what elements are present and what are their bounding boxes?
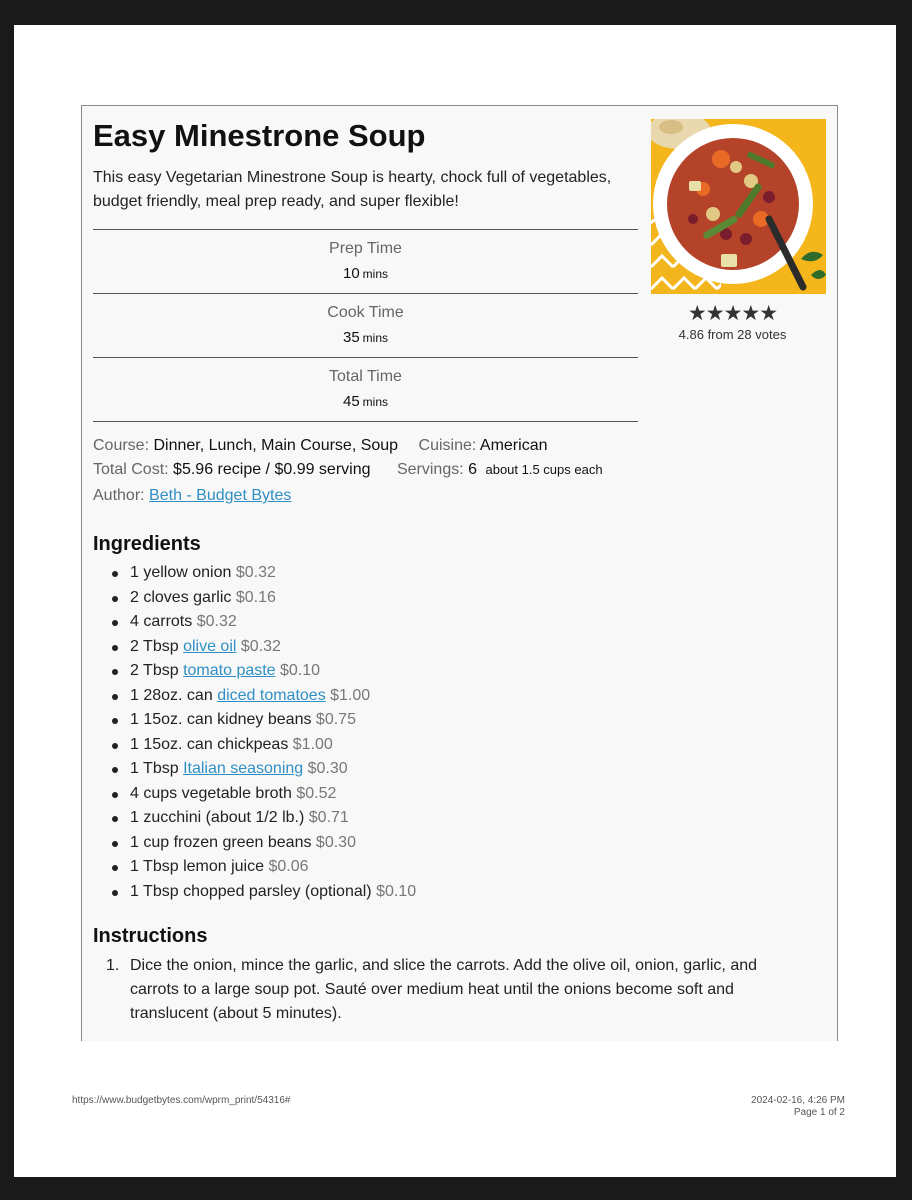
step-number: 1. (106, 957, 120, 974)
ingredient-link-olive-oil[interactable]: olive oil (183, 637, 237, 655)
total-time-number: 45 (342, 393, 360, 410)
ingredient-price: $0.30 (315, 833, 356, 851)
ingredient-price: $0.32 (240, 637, 281, 655)
ingredient-link-diced-tomatoes[interactable]: diced tomatoes (217, 686, 326, 704)
ingredient-price: $0.71 (308, 809, 349, 826)
total-time-value (93, 393, 638, 410)
ingredient-text: 1 28oz. can (130, 686, 213, 704)
ingredient-item (93, 733, 416, 758)
ingredient-price: $1.00 (330, 686, 371, 704)
instructions-list (93, 954, 793, 1026)
ingredient-item (93, 880, 416, 905)
ingredient-text: 4 cups vegetable broth (130, 784, 292, 802)
ingredients-list (93, 561, 416, 904)
ingredient-text: 1 Tbsp (130, 760, 179, 777)
prep-time-value (93, 265, 638, 282)
recipe-card (81, 105, 838, 1041)
course-label: Course: (93, 437, 150, 454)
ingredient-text: 2 Tbsp (130, 662, 179, 679)
instruction-step (93, 954, 793, 1026)
step-text: Dice the onion, mince the garlic, and slice the carrots. Add the olive oil, onion, garlic, and carrots to a large soup pot. Sauté over medium heat until the onions become soft and translucent (about 5 minutes). (130, 957, 758, 1022)
ingredient-item (93, 610, 416, 635)
ingredient-item (93, 757, 416, 782)
cuisine-label: Cuisine: (418, 437, 477, 454)
star-rating[interactable]: ★★★★★ (687, 302, 778, 325)
prep-time-unit: mins (362, 267, 389, 281)
servings-value: 6 (468, 461, 478, 478)
ingredient-item (93, 561, 416, 586)
ingredient-text: 1 Tbsp chopped parsley (optional) (130, 882, 372, 900)
ingredient-price: $0.06 (268, 858, 309, 875)
cook-time-label: Cook Time (327, 304, 404, 321)
ingredient-price: $0.75 (315, 711, 356, 728)
recipe-title: Easy Minestrone Soup (93, 118, 426, 153)
total-cost-value: $5.96 recipe / $0.99 serving (173, 461, 371, 478)
ingredients-heading: Ingredients (93, 533, 201, 555)
cuisine-value: American (479, 437, 548, 454)
cost-servings-row (93, 461, 603, 479)
cook-time-value (93, 329, 638, 346)
servings-note: about 1.5 cups each (485, 462, 603, 477)
author-link[interactable]: Beth - Budget Bytes (149, 487, 292, 504)
ingredient-link-tomato-paste[interactable]: tomato paste (183, 662, 276, 679)
recipe-summary: This easy Vegetarian Minestrone Soup is hearty, chock full of vegetables, budget friendly, meal prep ready, and super flexible! (93, 169, 612, 210)
ingredient-text: 2 Tbsp (130, 637, 179, 655)
prep-time-label: Prep Time (329, 240, 402, 257)
ingredient-price: $1.00 (292, 735, 333, 753)
ingredient-price: $0.10 (376, 882, 417, 900)
ingredient-item (93, 708, 416, 733)
ingredient-text: 1 cup frozen green beans (130, 833, 312, 851)
ingredient-item (93, 831, 416, 856)
ingredient-text: 1 15oz. can kidney beans (130, 711, 312, 728)
recipe-times (93, 229, 638, 422)
footer-datetime: 2024-02-16, 4:26 PM (751, 1095, 845, 1106)
ingredient-price: $0.16 (235, 588, 276, 606)
recipe-photo (651, 119, 826, 294)
course-cuisine-row (93, 437, 547, 455)
ingredient-item (93, 635, 416, 660)
ingredient-text: 1 15oz. can chickpeas (130, 735, 289, 753)
prep-time-number: 10 (342, 265, 360, 282)
footer-url: https://www.budgetbytes.com/wprm_print/54316# (72, 1095, 291, 1106)
rating-votes: 4.86 from 28 votes (678, 327, 787, 342)
ingredient-price: $0.32 (235, 564, 276, 581)
ingredient-price: $0.32 (196, 613, 237, 630)
servings-label: Servings: (396, 461, 464, 478)
ingredient-text: 2 cloves garlic (130, 588, 232, 606)
ingredient-text: 1 zucchini (about 1/2 lb.) (130, 809, 305, 826)
course-value: Dinner, Lunch, Main Course, Soup (153, 437, 399, 454)
author-label: Author: (93, 487, 145, 504)
instructions-heading: Instructions (93, 925, 208, 947)
ingredient-item (93, 684, 416, 709)
ingredient-text: 4 carrots (130, 613, 193, 630)
prep-time (93, 230, 638, 294)
author-row (93, 487, 291, 505)
ingredient-link-italian-seasoning[interactable]: Italian seasoning (183, 760, 304, 777)
soup-bowl-image (651, 119, 826, 294)
footer-page-number: Page 1 of 2 (793, 1107, 845, 1118)
ingredient-text: 1 Tbsp lemon juice (130, 858, 264, 875)
ingredient-item (93, 782, 416, 807)
cook-time-unit: mins (362, 331, 389, 345)
print-page (14, 25, 896, 1177)
ingredient-item (93, 855, 416, 880)
cook-time (93, 294, 638, 358)
ingredient-item (93, 659, 416, 684)
ingredient-item (93, 806, 416, 831)
cook-time-number: 35 (342, 329, 360, 346)
ingredient-item (93, 586, 416, 611)
total-time (93, 358, 638, 422)
ingredient-price: $0.10 (280, 662, 321, 679)
total-time-unit: mins (362, 395, 389, 409)
total-cost-label: Total Cost: (93, 461, 169, 478)
total-time-label: Total Time (329, 368, 402, 385)
ingredient-price: $0.52 (296, 784, 337, 802)
ingredient-price: $0.30 (307, 760, 348, 777)
ingredient-text: 1 yellow onion (130, 564, 232, 581)
